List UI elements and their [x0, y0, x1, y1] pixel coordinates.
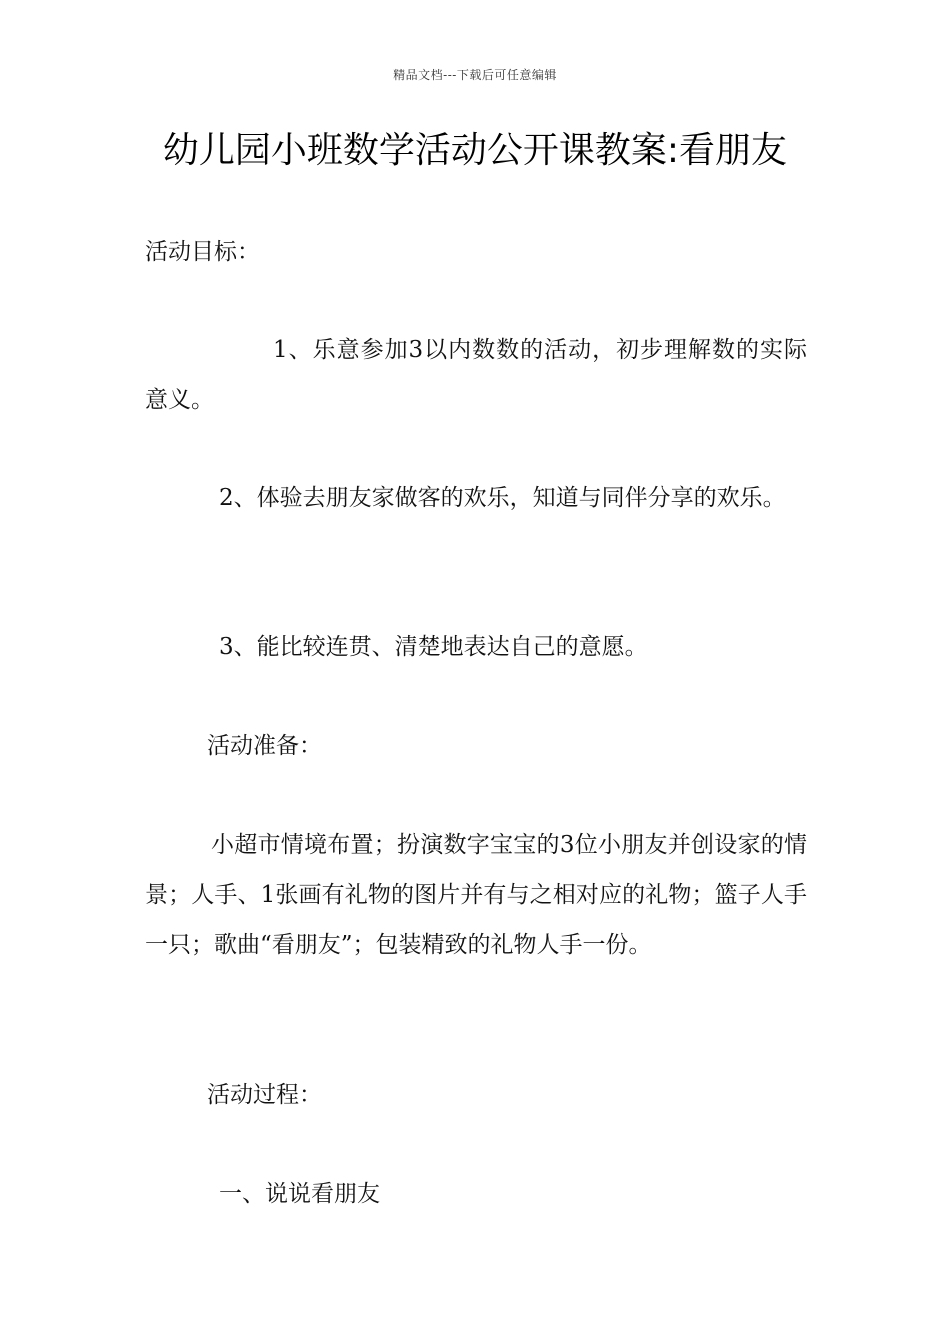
preparation-paragraph: 小超市情境布置；扮演数字宝宝的3位小朋友并创设家的情景；人手、1张画有礼物的图片并有与之相对应的礼物；篮子人手一只；歌曲“看朋友”；包装精致的礼物人手一份。 [145, 832, 807, 958]
goal-item-3: 3、能比较连贯、清楚地表达自己的意愿。 [219, 634, 648, 660]
page-header: 精品文档---下载后可任意编辑 [393, 68, 557, 82]
goal-item-2: 2、体验去朋友家做客的欢乐，知道与同伴分享的欢乐。 [219, 485, 786, 511]
process-heading: 活动过程： [207, 1082, 322, 1108]
goals-heading: 活动目标： [145, 239, 260, 265]
preparation-heading: 活动准备： [207, 733, 322, 759]
goal-item-1: 1、乐意参加3以内数数的活动，初步理解数的实际意义。 [145, 337, 807, 413]
process-step-1: 一、说说看朋友 [219, 1181, 380, 1207]
document-title: 幼儿园小班数学活动公开课教案:看朋友 [162, 130, 788, 171]
